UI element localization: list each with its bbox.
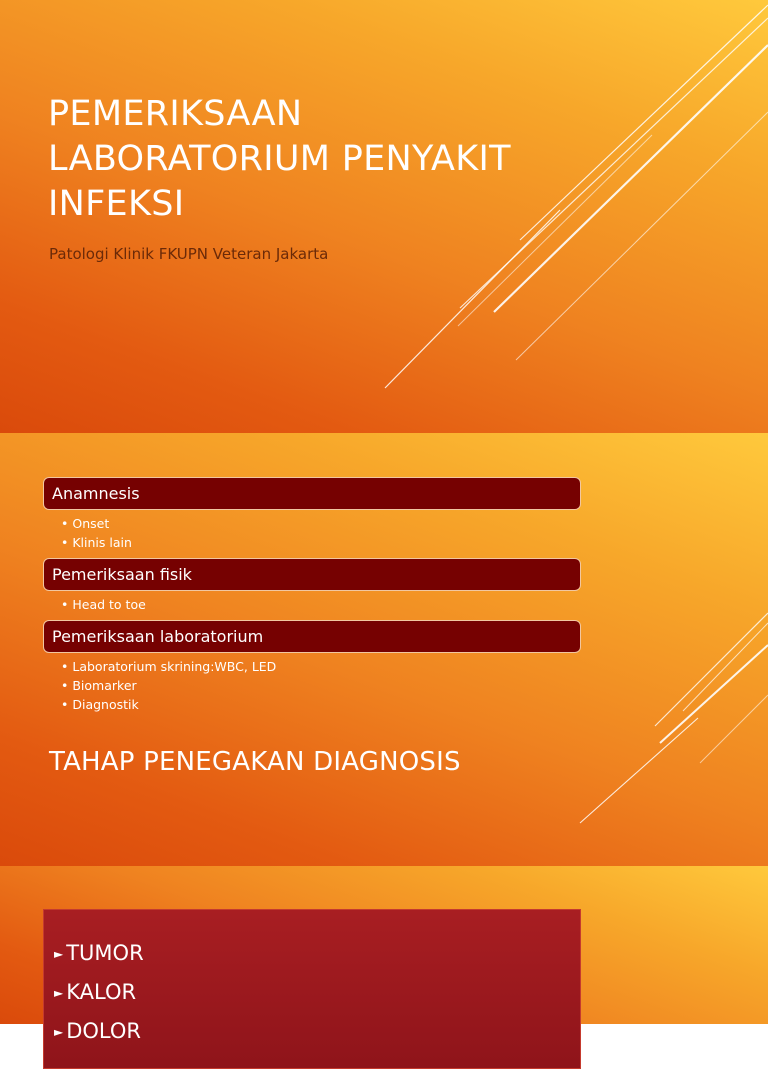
list-item: • Laboratorium skrining:WBC, LED: [61, 657, 581, 676]
sign-label: DOLOR: [66, 1019, 142, 1043]
list-item: [54, 973, 580, 1012]
title-line: LABORATORIUM PENYAKIT: [48, 139, 511, 179]
title-line: INFEKSI: [48, 184, 185, 224]
step-bar-pemeriksaan-fisik: Pemeriksaan fisik: [43, 558, 581, 591]
step-bar-pemeriksaan-laboratorium: Pemeriksaan laboratorium: [43, 620, 581, 653]
step-list-pemeriksaan-laboratorium: [43, 657, 581, 714]
slide-title-heading: [48, 92, 568, 227]
slide-title: [0, 0, 768, 433]
slide-signs: [0, 866, 768, 1043]
list-item: • Onset: [61, 514, 581, 533]
triangle-bullet-icon: ►: [54, 986, 64, 1000]
list-item: • Head to toe: [61, 595, 581, 614]
list-item: [54, 1012, 580, 1051]
title-line: PEMERIKSAAN: [48, 94, 303, 134]
diagnosis-steps: [43, 477, 581, 720]
slide-subtitle: Patologi Klinik FKUPN Veteran Jakarta: [49, 245, 329, 263]
step-bar-anamnesis: Anamnesis: [43, 477, 581, 510]
signs-box: [43, 909, 581, 1069]
sign-label: TUMOR: [66, 941, 144, 965]
triangle-bullet-icon: ►: [54, 1025, 64, 1039]
step-list-pemeriksaan-fisik: [43, 595, 581, 614]
slide-heading: TAHAP PENEGAKAN DIAGNOSIS: [49, 747, 461, 777]
list-item: • Biomarker: [61, 676, 581, 695]
triangle-bullet-icon: ►: [54, 947, 64, 961]
step-list-anamnesis: [43, 514, 581, 552]
list-item: • Diagnostik: [61, 695, 581, 714]
list-item: [54, 934, 580, 973]
slide-diagnosis: [0, 433, 768, 866]
signs-list: [44, 910, 580, 1051]
list-item: • Klinis lain: [61, 533, 581, 552]
sign-label: KALOR: [66, 980, 137, 1004]
